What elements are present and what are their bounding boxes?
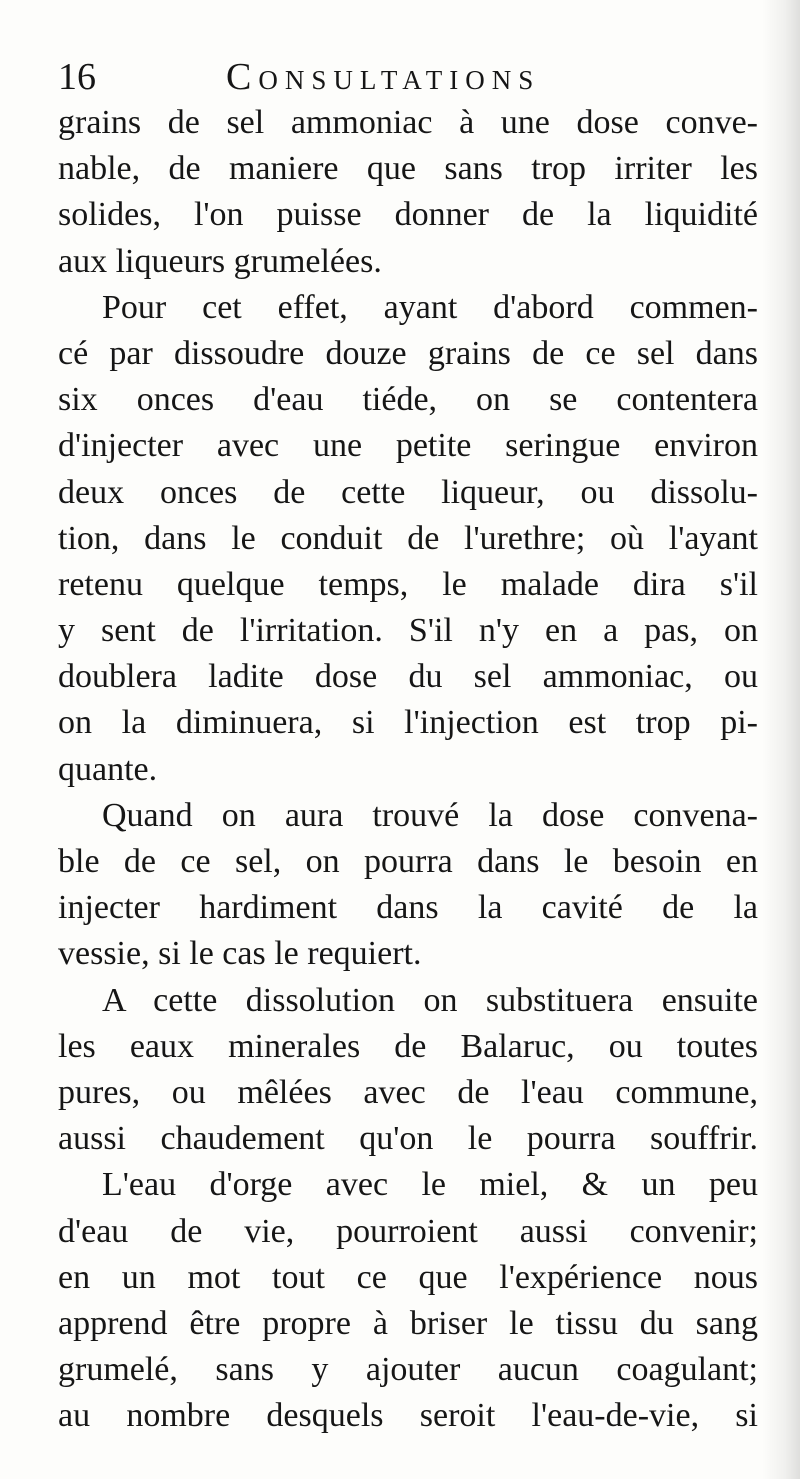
text-line: quante. — [58, 750, 158, 788]
text-line: on la diminuera, si l'injection est trop pi- — [58, 704, 758, 742]
text-line: cé par dissoudre douze grains de ce sel dans — [58, 334, 758, 372]
text-line: y sent de l'irritation. S'il n'y en a pas, on — [58, 612, 758, 650]
text-line: aussi chaudement qu'on le pourra souffrir. — [58, 1120, 758, 1158]
text-line: nable, de maniere que sans trop irriter les — [58, 150, 758, 188]
body-text — [58, 100, 758, 1439]
text-line: grains de sel ammoniac à une dose conve- — [58, 104, 758, 141]
text-line: deux onces de cette liqueur, ou dissolu- — [58, 473, 758, 511]
text-line: ble de ce sel, on pourra dans le besoin en — [58, 843, 758, 880]
running-head — [50, 52, 760, 102]
text-line: pures, ou mêlées avec de l'eau commune, — [58, 1073, 758, 1111]
text-line: les eaux minerales de Balaruc, ou toutes — [58, 1027, 758, 1065]
page-number: 16 — [58, 56, 96, 98]
paragraph-start-line: Pour cet effet, ayant d'abord commen- — [102, 288, 758, 326]
paragraph-start-line: A cette dissolution on substituera ensuite — [102, 981, 758, 1019]
text-line: injecter hardiment dans la cavité de la — [58, 889, 758, 927]
text-line: apprend être propre à briser le tissu du sang — [58, 1304, 758, 1342]
text-line: en un mot tout ce que l'expérience nous — [58, 1258, 758, 1296]
text-line: six onces d'eau tiéde, on se contentera — [58, 381, 758, 419]
text-line: d'eau de vie, pourroient aussi convenir; — [58, 1212, 758, 1250]
text-line: aux liqueurs grumelées. — [58, 242, 382, 280]
text-line: vessie, si le cas le requiert. — [58, 935, 422, 973]
paragraph-start-line: Quand on aura trouvé la dose convena- — [102, 796, 758, 834]
text-line: tion, dans le conduit de l'urethre; où l'ayant — [58, 519, 758, 557]
text-line: d'injecter avec une petite seringue environ — [58, 427, 758, 465]
paragraph-start-line: L'eau d'orge avec le miel, & un peu — [102, 1166, 758, 1204]
text-line: doublera ladite dose du sel ammoniac, ou — [58, 658, 758, 696]
text-line: solides, l'on puisse donner de la liquidité — [58, 196, 758, 234]
running-title: Consultations — [226, 56, 541, 98]
text-line: grumelé, sans y ajouter aucun coagulant; — [58, 1351, 758, 1389]
page-gutter-shadow — [762, 0, 800, 1479]
text-line: au nombre desquels seroit l'eau-de-vie, si — [58, 1397, 758, 1435]
text-line: retenu quelque temps, le malade dira s'il — [58, 565, 758, 603]
